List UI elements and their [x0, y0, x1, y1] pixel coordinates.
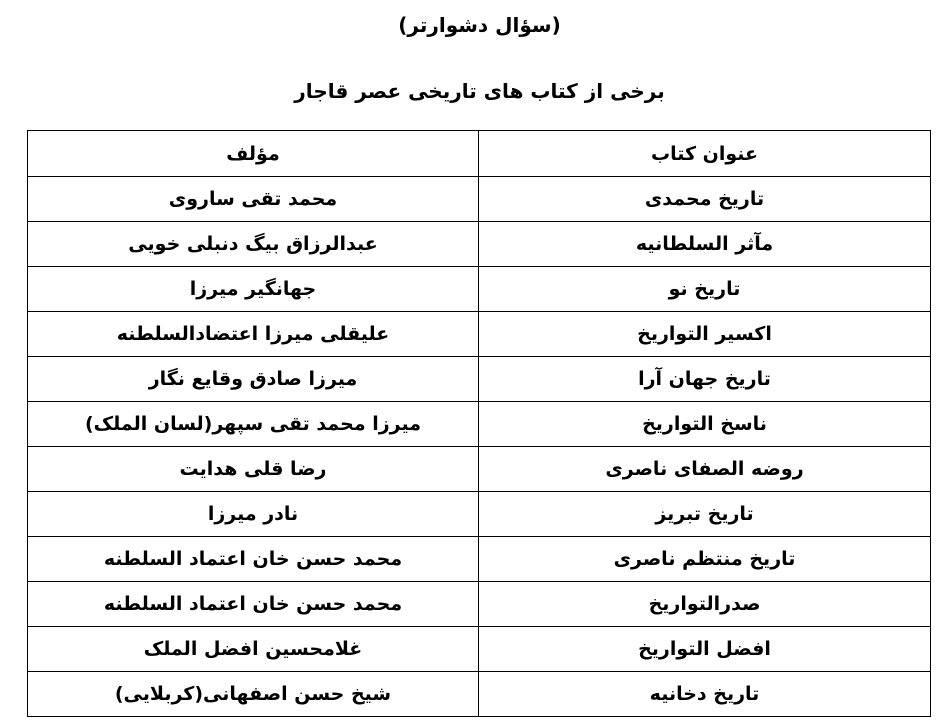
- book-title-cell: صدرالتواریخ: [479, 582, 931, 627]
- author-cell: غلامحسین افضل الملک: [28, 627, 479, 672]
- book-title-cell: ناسخ التواریخ: [479, 402, 931, 447]
- table-row: [28, 267, 931, 312]
- author-cell: میرزا محمد تقی سپهر(لسان الملک): [28, 402, 479, 447]
- author-cell: رضا قلی هدایت: [28, 447, 479, 492]
- book-title-cell: تاریخ نو: [479, 267, 931, 312]
- table-header-row: [28, 131, 931, 177]
- author-cell: محمد حسن خان اعتماد السلطنه: [28, 537, 479, 582]
- books-table: [27, 130, 931, 717]
- book-title-cell: تاریخ محمدی: [479, 177, 931, 222]
- book-title-cell: تاریخ تبریز: [479, 492, 931, 537]
- table-row: [28, 402, 931, 447]
- book-title-cell: مآثر السلطانیه: [479, 222, 931, 267]
- page-title: (سؤال دشوارتر): [398, 13, 561, 37]
- author-cell: نادر میرزا: [28, 492, 479, 537]
- book-title-cell: تاریخ منتظم ناصری: [479, 537, 931, 582]
- table-row: [28, 447, 931, 492]
- author-cell: جهانگیر میرزا: [28, 267, 479, 312]
- table-row: [28, 492, 931, 537]
- table-row: [28, 537, 931, 582]
- book-title-cell: افضل التواریخ: [479, 627, 931, 672]
- page-subtitle: برخی از کتاب های تاریخی عصر قاجار: [294, 79, 665, 103]
- author-cell: میرزا صادق وقایع نگار: [28, 357, 479, 402]
- column-header-author: مؤلف: [28, 131, 479, 177]
- table-row: [28, 177, 931, 222]
- book-title-cell: اکسیر التواریخ: [479, 312, 931, 357]
- book-title-cell: تاریخ دخانیه: [479, 672, 931, 717]
- author-cell: عبدالرزاق بیگ دنبلی خویی: [28, 222, 479, 267]
- author-cell: محمد حسن خان اعتماد السلطنه: [28, 582, 479, 627]
- author-cell: شیخ حسن اصفهانی(کربلایی): [28, 672, 479, 717]
- table-row: [28, 582, 931, 627]
- table-row: [28, 312, 931, 357]
- table-row: [28, 222, 931, 267]
- column-header-book-title: عنوان کتاب: [479, 131, 931, 177]
- table-row: [28, 672, 931, 717]
- table-row: [28, 627, 931, 672]
- book-title-cell: تاریخ جهان آرا: [479, 357, 931, 402]
- book-title-cell: روضه الصفای ناصری: [479, 447, 931, 492]
- author-cell: علیقلی میرزا اعتضادالسلطنه: [28, 312, 479, 357]
- author-cell: محمد تقی ساروی: [28, 177, 479, 222]
- table-row: [28, 357, 931, 402]
